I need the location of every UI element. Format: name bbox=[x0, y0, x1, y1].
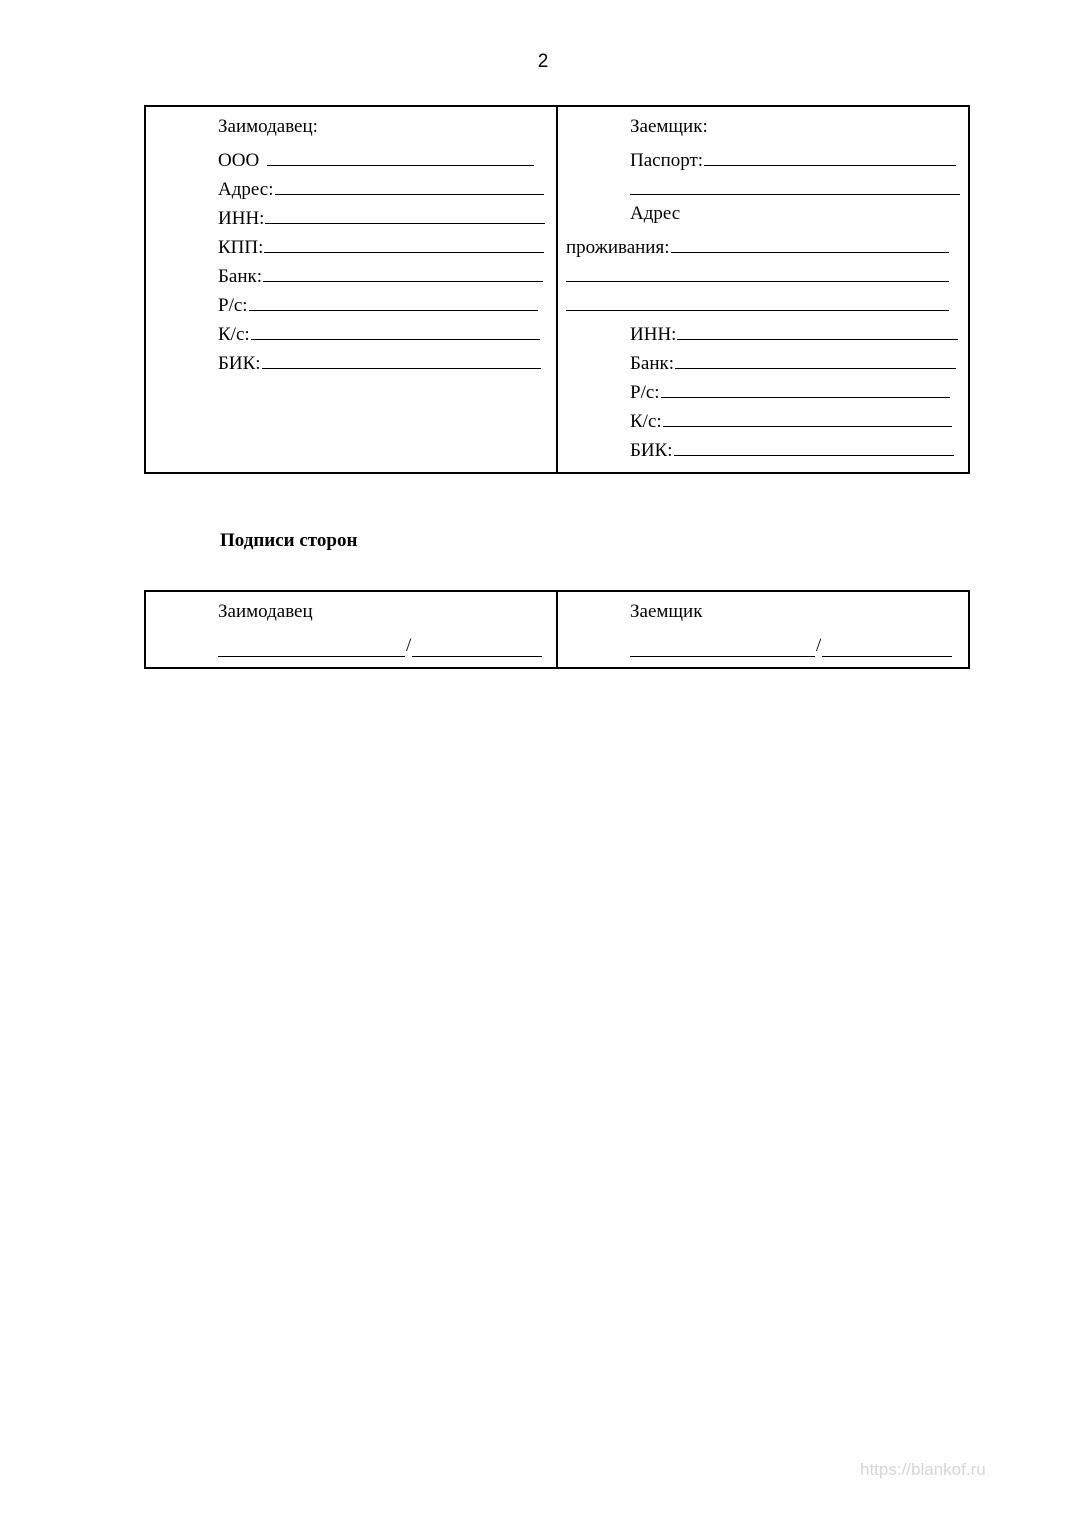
lender-inn-field[interactable]: ИНН: bbox=[218, 203, 545, 232]
lender-bik-field[interactable]: БИК: bbox=[218, 348, 541, 377]
borrower-address-line-3[interactable] bbox=[566, 290, 949, 319]
watermark-link[interactable]: https://blankof.ru bbox=[860, 1460, 986, 1479]
borrower-bank-field[interactable]: Банк: bbox=[630, 348, 956, 377]
column-divider bbox=[556, 592, 558, 667]
borrower-inn-field[interactable]: ИНН: bbox=[630, 319, 958, 348]
borrower-passport-field[interactable]: Паспорт: bbox=[630, 145, 956, 174]
page-number: 2 bbox=[537, 51, 549, 72]
lender-account-field[interactable]: Р/с: bbox=[218, 290, 538, 319]
borrower-bik-field[interactable]: БИК: bbox=[630, 435, 954, 464]
lender-address-field[interactable]: Адрес: bbox=[218, 174, 544, 203]
borrower-address-line-2[interactable] bbox=[566, 261, 949, 290]
lender-bank-field[interactable]: Банк: bbox=[218, 261, 543, 290]
borrower-passport-line-2[interactable] bbox=[630, 174, 960, 203]
borrower-signature-label: Заемщик bbox=[630, 601, 703, 622]
column-divider bbox=[556, 107, 558, 472]
borrower-signature-field[interactable]: / bbox=[630, 633, 952, 657]
lender-corr-account-field[interactable]: К/с: bbox=[218, 319, 540, 348]
borrower-corr-account-field[interactable]: К/с: bbox=[630, 406, 952, 435]
borrower-account-field[interactable]: Р/с: bbox=[630, 377, 950, 406]
lender-title: Заимодавец: bbox=[218, 116, 318, 137]
lender-signature-label: Заимодавец bbox=[218, 601, 313, 622]
lender-company-field[interactable]: ООО bbox=[218, 145, 534, 174]
lender-kpp-field[interactable]: КПП: bbox=[218, 232, 544, 261]
lender-signature-field[interactable]: / bbox=[218, 633, 542, 657]
borrower-address-field[interactable]: проживания: bbox=[566, 232, 949, 261]
signatures-heading: Подписи сторон bbox=[220, 530, 358, 551]
borrower-title: Заемщик: bbox=[630, 116, 708, 137]
borrower-address-word: Адрес bbox=[630, 203, 681, 224]
